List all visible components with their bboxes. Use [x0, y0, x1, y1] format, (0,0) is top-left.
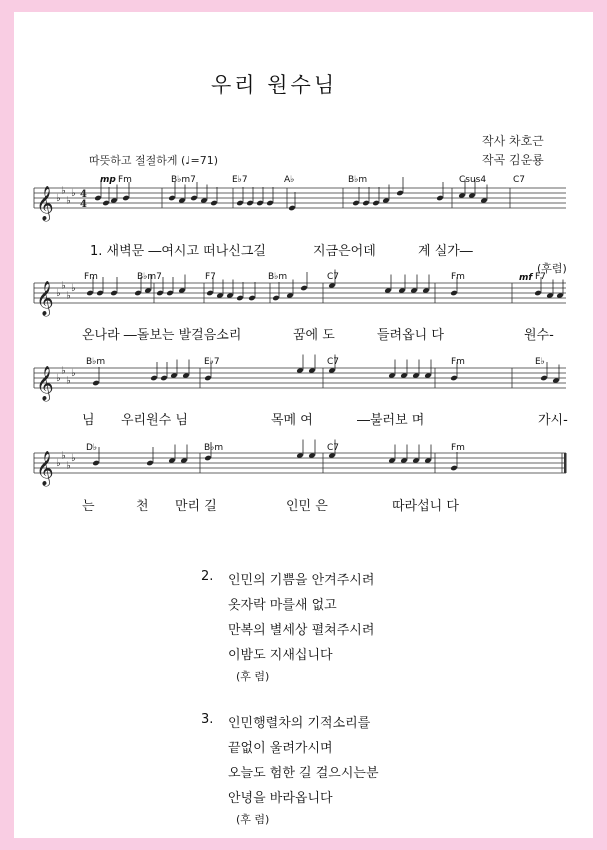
svg-text:♭: ♭: [66, 460, 71, 472]
dynamic-marking: mp: [100, 175, 116, 185]
svg-text:4: 4: [80, 199, 87, 210]
svg-text:♭: ♭: [56, 458, 61, 469]
svg-text:♭: ♭: [71, 283, 76, 294]
chord-symbol: E♭7: [232, 175, 248, 185]
lyric-line: 가시-: [538, 413, 568, 428]
verse-line: 끝없이 울려가시며: [228, 741, 333, 756]
lyric-line: 들려옵니 다: [377, 328, 444, 343]
chord-symbol: B♭m7: [171, 175, 196, 185]
chord-symbol: F7: [205, 272, 216, 282]
svg-text:♭: ♭: [56, 193, 61, 204]
verse-number: 3.: [201, 712, 214, 727]
svg-text:♭: ♭: [66, 195, 71, 207]
svg-text:𝄞: 𝄞: [36, 366, 54, 401]
chord-symbol: B♭m: [86, 357, 106, 367]
lyricist-credit: 작사 차호근: [482, 134, 544, 148]
svg-text:♭: ♭: [61, 280, 66, 292]
chord-symbol: Fm: [451, 357, 465, 367]
chord-symbol: E♭7: [204, 357, 220, 367]
svg-text:♭: ♭: [61, 185, 66, 197]
lyric-line: 원수-: [524, 328, 554, 343]
verse-line: 옷자락 마를새 없고: [228, 598, 337, 613]
lyric-line: 는: [82, 499, 95, 514]
lyric-line: 님: [82, 413, 95, 428]
chord-symbol: F7: [535, 272, 546, 282]
chord-symbol: C7: [327, 357, 340, 367]
svg-text:4: 4: [80, 189, 87, 200]
lyric-line: 지금은어데: [313, 244, 376, 259]
svg-text:♭: ♭: [56, 288, 61, 299]
chord-symbol: Fm: [118, 175, 132, 185]
treble-clef-icon: [36, 186, 87, 488]
svg-text:♭: ♭: [61, 450, 66, 462]
verse-line: 인민행렬차의 기적소리를: [228, 716, 371, 731]
svg-text:♭: ♭: [71, 453, 76, 464]
svg-text:𝄞: 𝄞: [36, 186, 54, 221]
chord-symbol: E♭: [535, 357, 545, 367]
song-title: 우리 원수님: [211, 73, 338, 97]
lyric-line: 천: [136, 499, 149, 514]
verse-line: 이밤도 지새십니다: [228, 648, 333, 663]
lyric-line: 따라섭니 다: [392, 499, 459, 514]
chord-symbol: Fm: [451, 443, 465, 453]
chord-symbol: Fm: [84, 272, 98, 282]
chord-symbol: D♭: [86, 443, 98, 453]
chorus-reference: (후 렴): [236, 670, 270, 683]
tempo-marking: 따뜻하고 절절하게 (♩=71): [89, 154, 218, 167]
chorus-reference: (후 렴): [236, 813, 270, 826]
svg-text:𝄞: 𝄞: [36, 281, 54, 316]
lyric-line: 1. 새벽문 ―여시고 떠나신그길: [90, 244, 266, 259]
composer-credit: 작곡 김운룡: [482, 153, 544, 167]
verse-line: 만복의 별세상 펼쳐주시려: [228, 623, 375, 638]
svg-text:𝄞: 𝄞: [36, 451, 54, 486]
svg-text:♭: ♭: [66, 290, 71, 302]
verse-number: 2.: [201, 569, 214, 584]
chord-symbol: B♭m: [348, 175, 368, 185]
chord-symbol: Fm: [451, 272, 465, 282]
chord-symbol: C7: [327, 443, 340, 453]
chord-symbol: A♭: [284, 175, 295, 185]
svg-text:♭: ♭: [71, 188, 76, 199]
lyric-line: 만리 길: [175, 499, 217, 514]
svg-text:♭: ♭: [66, 375, 71, 387]
svg-text:♭: ♭: [56, 373, 61, 384]
svg-text:♭: ♭: [61, 365, 66, 377]
chord-symbol: C7: [327, 272, 340, 282]
chorus-label: (후렴): [537, 262, 567, 275]
chord-symbol: Csus4: [459, 175, 487, 185]
lyric-line: 계 실가―: [418, 244, 473, 259]
chord-symbol: B♭m: [204, 443, 224, 453]
verse-line: 오늘도 험한 길 걸으시는분: [228, 766, 379, 781]
lyric-line: ―불러보 며: [357, 413, 425, 428]
lyric-line: 우리원수 님: [121, 413, 188, 428]
chord-symbol: C7: [513, 175, 526, 185]
lyric-line: 꿈에 도: [293, 328, 335, 343]
chord-symbol: B♭m7: [137, 272, 162, 282]
lyric-line: 목메 여: [271, 413, 313, 428]
score-page: [14, 12, 593, 838]
dynamic-marking: mf: [519, 273, 533, 283]
lyric-line: 인민 은: [286, 499, 328, 514]
svg-text:♭: ♭: [71, 368, 76, 379]
verse-line: 안녕을 바라옵니다: [228, 791, 333, 806]
lyric-line: 온나라 ―돌보는 발걸음소리: [82, 328, 242, 343]
chord-symbol: B♭m: [268, 272, 288, 282]
verse-line: 인민의 기쁨을 안겨주시려: [228, 573, 375, 588]
